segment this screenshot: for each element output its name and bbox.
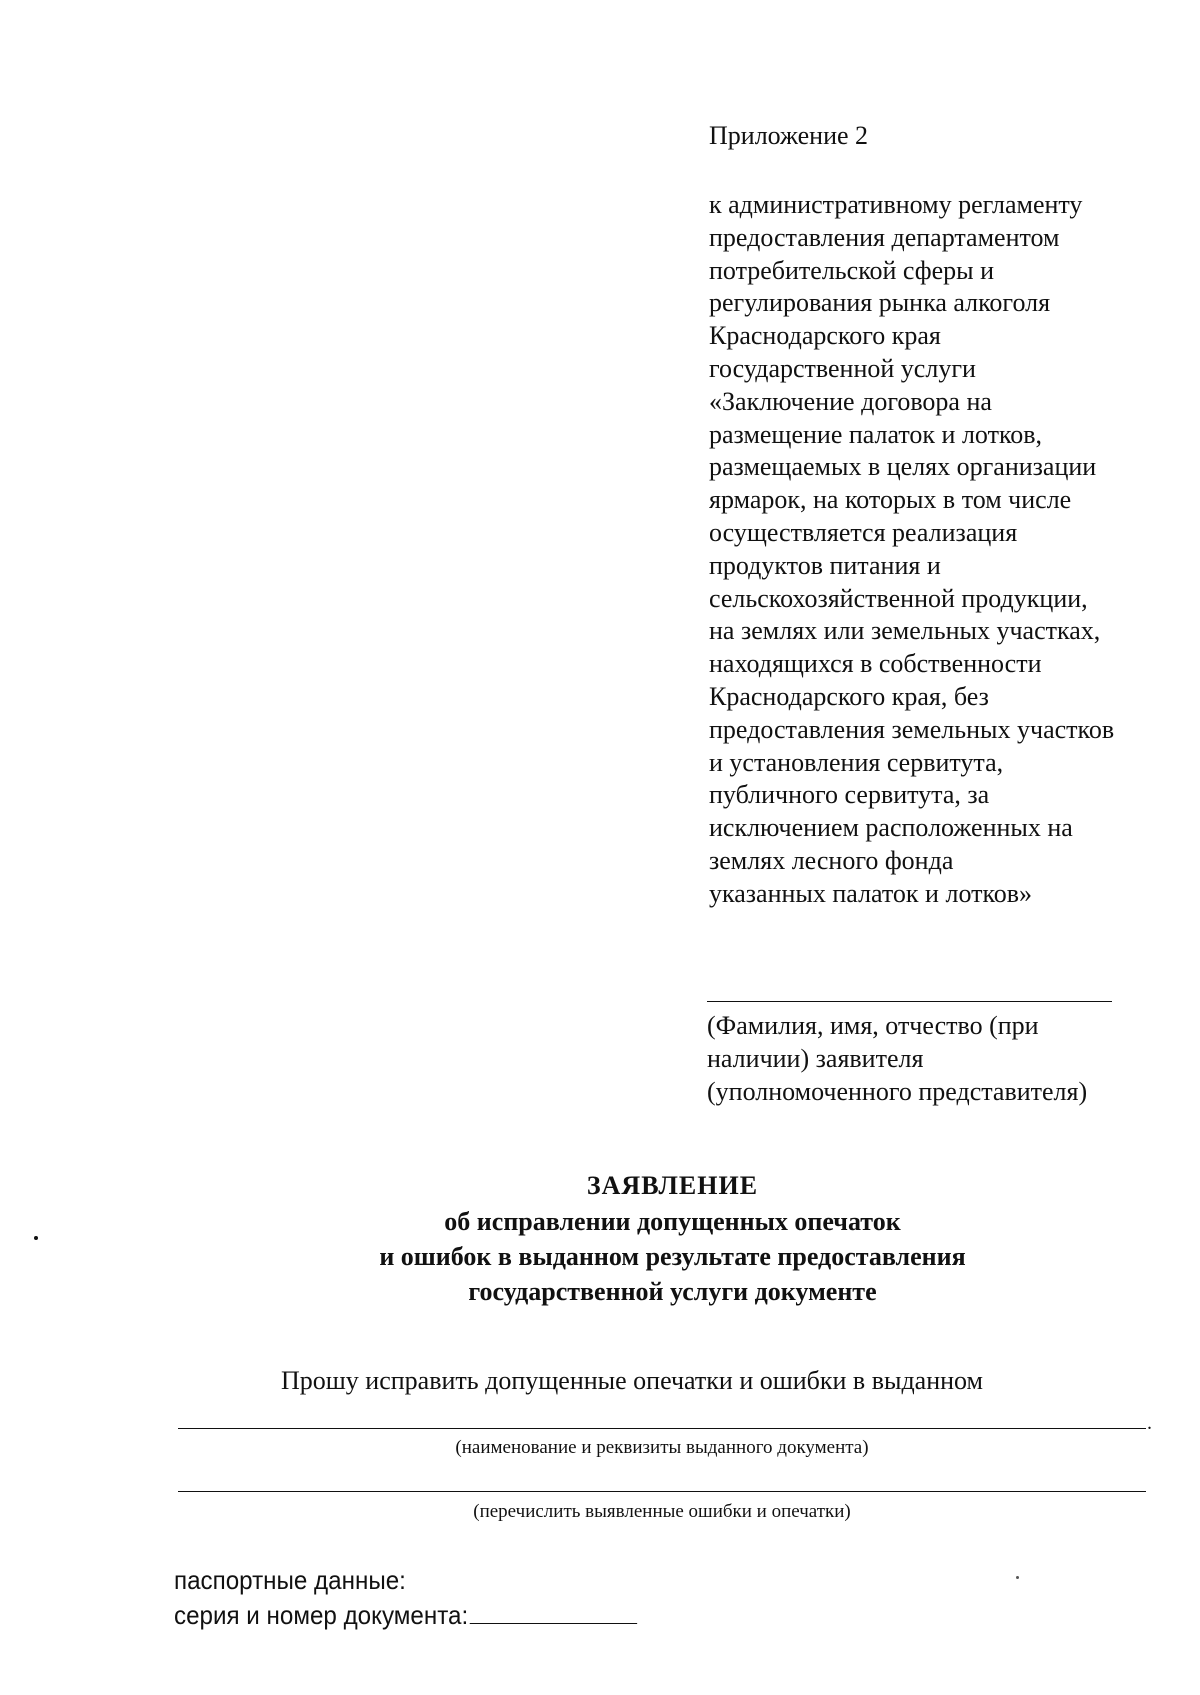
appendix-line: ярмарок, на которых в том числе	[709, 485, 1072, 515]
applicant-caption-line: наличии) заявителя	[707, 1044, 924, 1073]
applicant-caption-line: (Фамилия, имя, отчество (при	[707, 1011, 1039, 1040]
appendix-line: «Заключение договора на	[709, 386, 992, 416]
errors-list-line[interactable]	[178, 1491, 1146, 1492]
appendix-line: к административному регламенту	[709, 190, 1083, 219]
appendix-line: регулирования рынка алкоголя	[709, 288, 1051, 318]
appendix-line: публичного сервитута, за	[709, 780, 990, 810]
scan-speck	[1016, 1576, 1019, 1579]
appendix-line: государственной услуги	[709, 353, 976, 383]
applicant-caption-line: (уполномоченного представителя)	[707, 1077, 1088, 1106]
application-subheading-line: и ошибок в выданном результате предоставления	[379, 1242, 966, 1271]
appendix-line: продуктов питания и	[709, 550, 941, 580]
application-subheading-line: об исправлении допущенных опечаток	[444, 1207, 901, 1236]
passport-label: паспортные данные:	[174, 1565, 406, 1595]
appendix-line: сельскохозяйственной продукции,	[709, 583, 1088, 613]
line-end-mark: .	[1147, 1412, 1152, 1434]
appendix-line: указанных палаток и лотков»	[709, 878, 1033, 908]
appendix-line: предоставления департаментом	[709, 222, 1060, 252]
passport-series-field[interactable]	[470, 1622, 637, 1624]
appendix-line: исключением расположенных на	[709, 813, 1073, 843]
appendix-line: Краснодарского края, без	[709, 681, 989, 711]
appendix-line: размещение палаток и лотков,	[709, 419, 1043, 449]
request-text: Прошу исправить допущенные опечатки и ошибки в выданном	[281, 1366, 984, 1395]
applicant-name-line[interactable]	[707, 1001, 1112, 1002]
document-name-line[interactable]	[178, 1428, 1146, 1429]
application-heading: ЗАЯВЛЕНИЕ	[586, 1171, 759, 1200]
appendix-title: Приложение 2	[709, 121, 869, 150]
passport-series-row	[174, 1598, 637, 1632]
appendix-line: размещаемых в целях организации	[709, 452, 1097, 482]
passport-series-label: серия и номер документа:	[174, 1600, 469, 1630]
document-name-caption: (наименование и реквизиты выданного документа)	[455, 1437, 869, 1458]
appendix-line: находящихся в собственности	[709, 649, 1042, 679]
appendix-line: осуществляется реализация	[709, 517, 1018, 547]
application-subheading-line: государственной услуги документе	[468, 1277, 877, 1306]
errors-list-caption: (перечислить выявленные ошибки и опечатки)	[473, 1501, 851, 1522]
appendix-line: потребительской сферы и	[709, 255, 995, 285]
appendix-line: и установления сервитута,	[709, 747, 1004, 777]
appendix-line: землях лесного фонда	[709, 845, 954, 875]
applicant-caption	[707, 1009, 1087, 1108]
appendix-line: Краснодарского края	[709, 321, 941, 351]
appendix-line: на землях или земельных участках,	[709, 616, 1101, 646]
appendix-line: предоставления земельных участков	[709, 714, 1115, 744]
appendix-text	[709, 189, 1179, 911]
